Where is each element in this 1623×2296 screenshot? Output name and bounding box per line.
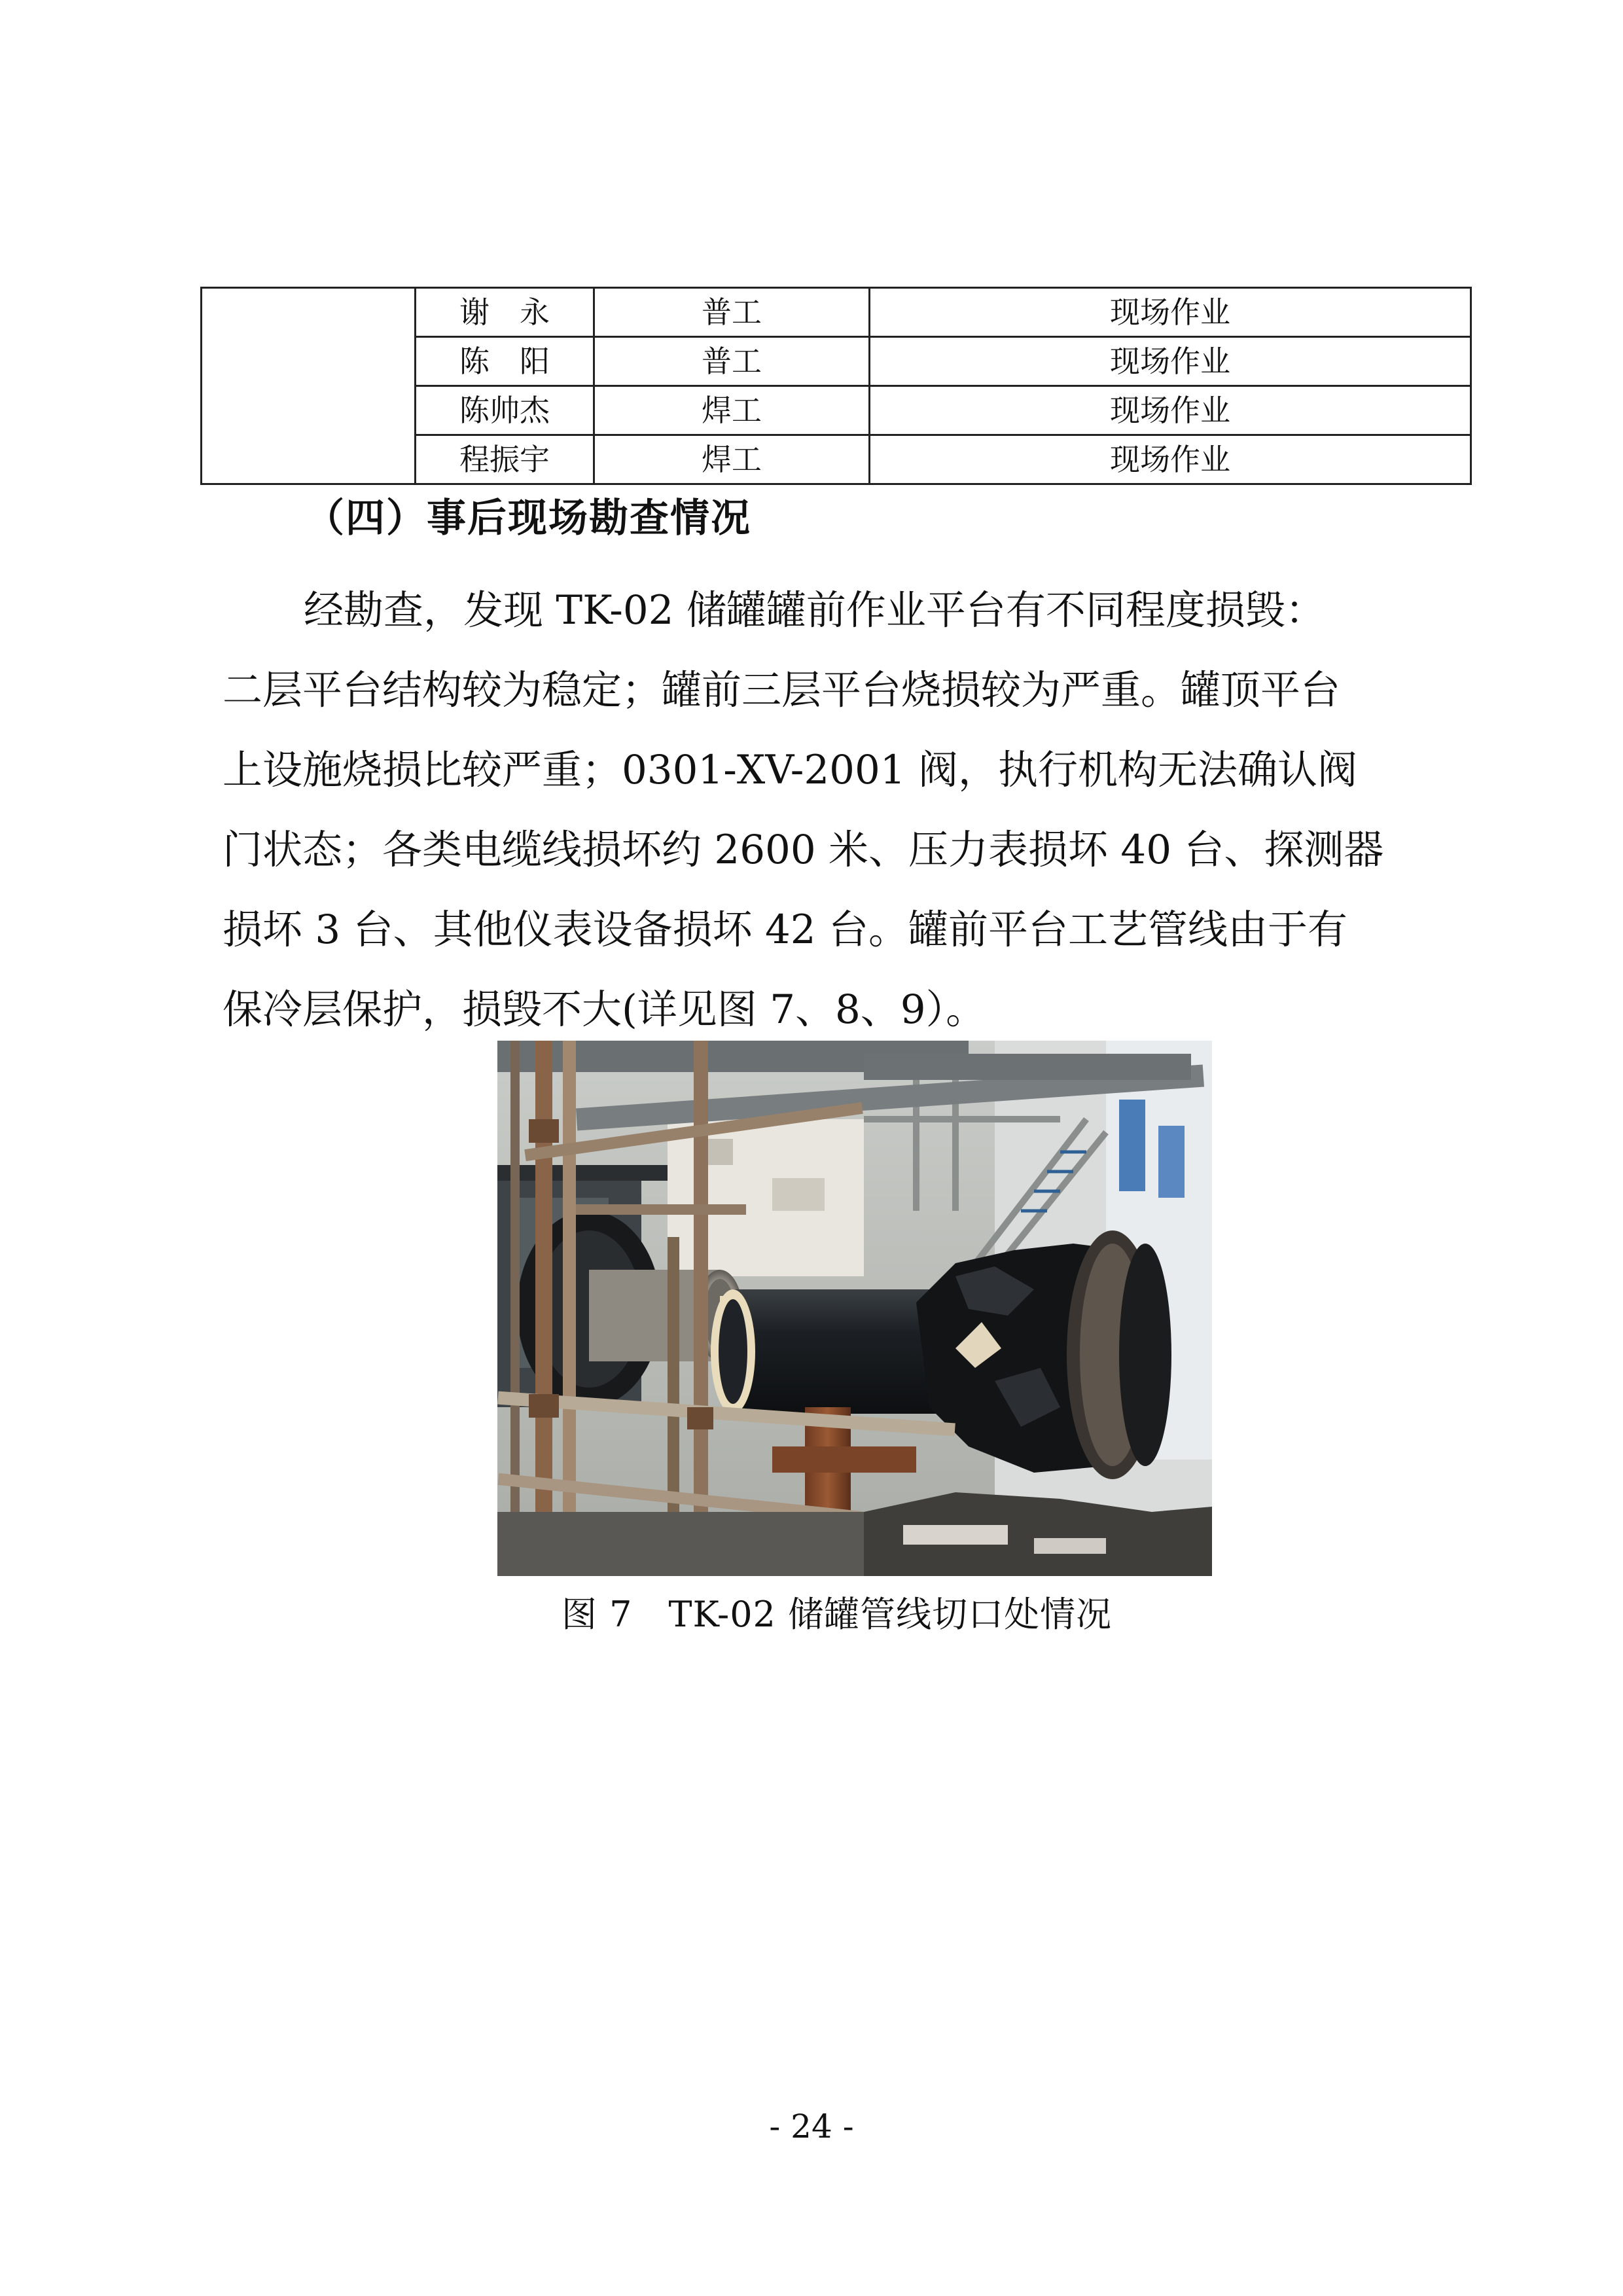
pipeline-cut-photo: [497, 1041, 1212, 1576]
cell-duty: 现场作业: [870, 288, 1471, 337]
cell-duty: 现场作业: [870, 386, 1471, 435]
paragraph-line: 经勘查，发现 TK-02 储罐罐前作业平台有不同程度损毁：: [304, 587, 1325, 634]
paragraph-line: 二层平台结构较为稳定；罐前三层平台烧损较为严重。罐顶平台: [223, 667, 1341, 713]
cell-name: 程振宇: [416, 435, 594, 484]
page-number: - 24 -: [769, 2108, 854, 2145]
section-heading: （四）事后现场勘查情况: [305, 495, 751, 541]
paragraph-line: 损坏 3 台、其他仪表设备损坏 42 台。罐前平台工艺管线由于有: [223, 906, 1347, 953]
cell-role: 焊工: [594, 386, 870, 435]
cell-name: 陈帅杰: [416, 386, 594, 435]
merged-category-cell: [202, 288, 416, 484]
cell-name: 谢 永: [416, 288, 594, 337]
cell-role: 普工: [594, 288, 870, 337]
cell-role: 普工: [594, 337, 870, 386]
paragraph-line: 上设施烧损比较严重；0301-XV-2001 阀，执行机构无法确认阀: [223, 747, 1357, 793]
table-row: [202, 288, 1471, 337]
paragraph-line: 门状态；各类电缆线损坏约 2600 米、压力表损坏 40 台、探测器: [223, 827, 1384, 873]
personnel-table: [200, 287, 1472, 485]
paragraph-line: 保冷层保护，损毁不大(详见图 7、8、9）。: [223, 986, 986, 1033]
body-paragraph: [223, 571, 1414, 1050]
figure-caption: 图 7 TK-02 储罐管线切口处情况: [562, 1594, 1113, 1635]
cell-name: 陈 阳: [416, 337, 594, 386]
cell-duty: 现场作业: [870, 337, 1471, 386]
cell-duty: 现场作业: [870, 435, 1471, 484]
cell-role: 焊工: [594, 435, 870, 484]
